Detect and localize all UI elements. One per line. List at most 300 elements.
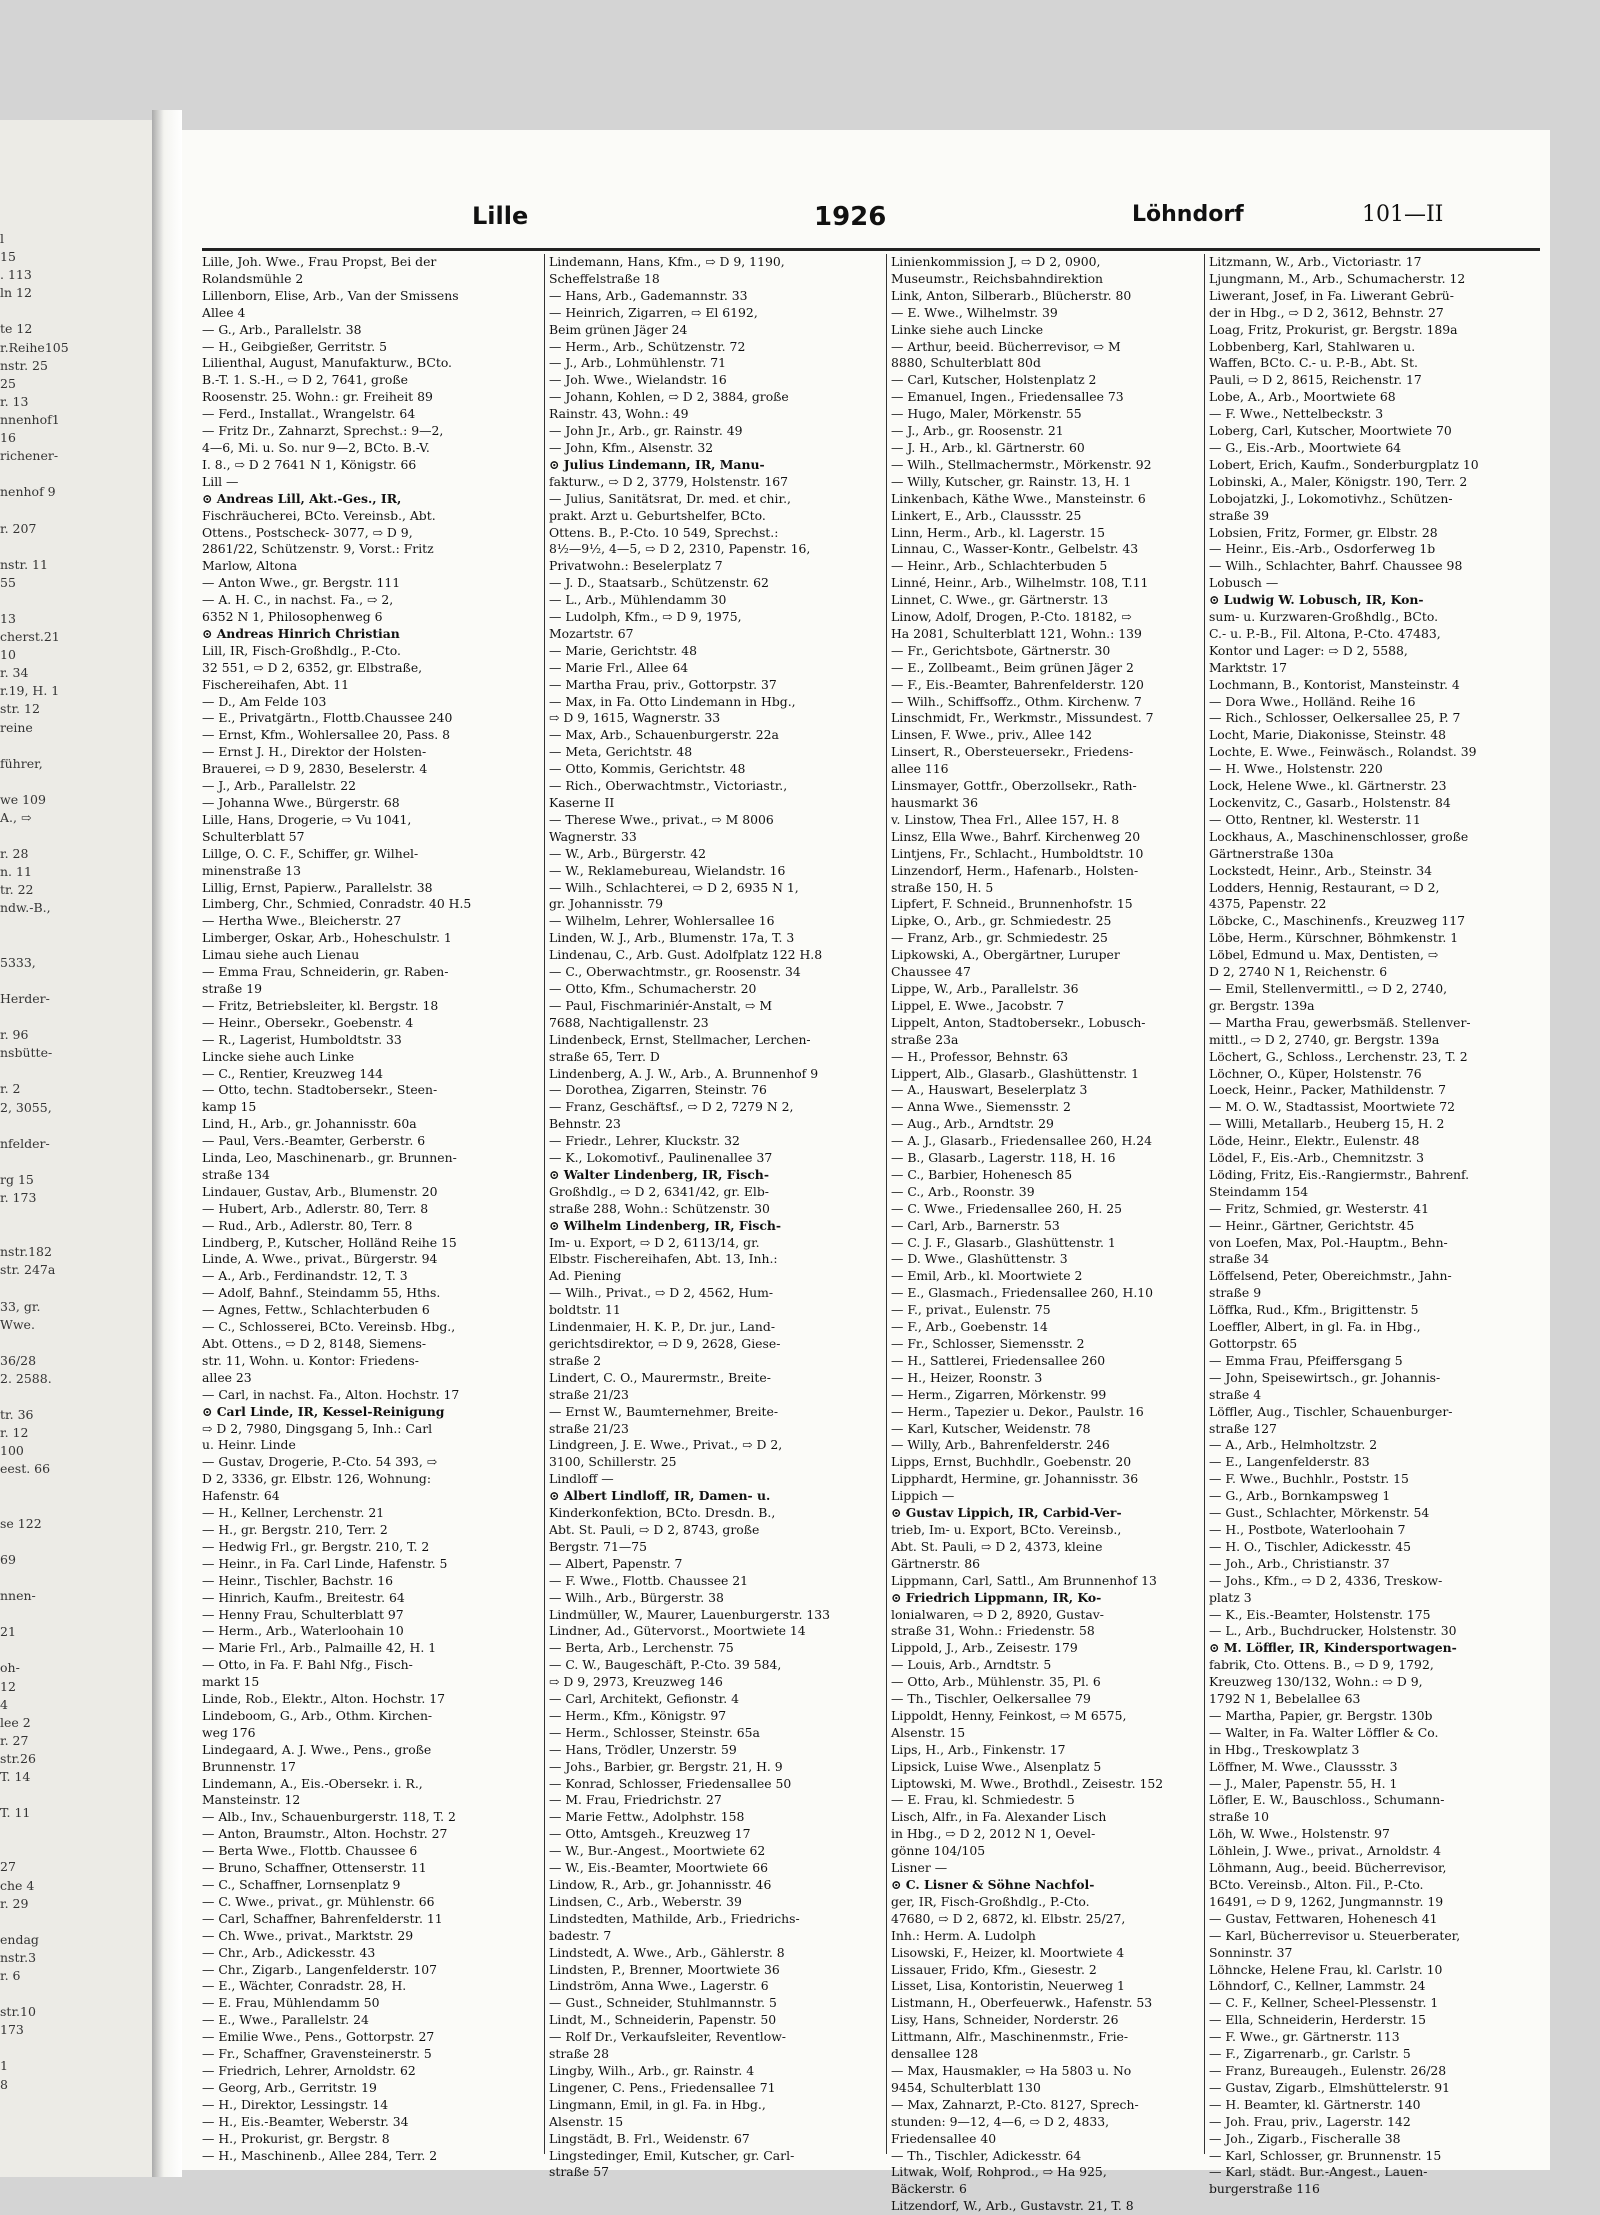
previous-page-line: nfelder- [0,1135,50,1151]
directory-entry-line: Lillenborn, Elise, Arb., Van der Smissens [202,287,459,303]
directory-entry-line: straße 134 [202,1166,270,1182]
directory-entry-line: — Hubert, Arb., Adlerstr. 80, Terr. 8 [202,1200,429,1216]
previous-page-line: 2. 2588. [0,1370,52,1386]
previous-page-line: we 109 [0,791,46,807]
directory-entry-line: — Herm., Zigarren, Mörkenstr. 99 [891,1386,1107,1402]
directory-entry-line: — Berta, Arb., Lerchenstr. 75 [549,1640,734,1656]
directory-entry-line: — Wilh., Stellmachermstr., Mörkenstr. 92 [891,456,1152,472]
previous-page-line: tr. 36 [0,1407,34,1423]
directory-entry-line: — Marie, Gerichtstr. 48 [549,642,698,658]
previous-page-line: 21 [0,1624,16,1640]
directory-entry-line: — H., Sattlerei, Friedensallee 260 [891,1352,1106,1368]
previous-page-line [0,1497,150,1515]
previous-page-line: 2, 3055, [0,1099,52,1115]
directory-entry-line: — Wilh., Schiffsoffz., Othm. Kirchenw. 7 [891,693,1142,709]
directory-entry-line: Ljungmann, M., Arb., Schumacherstr. 12 [1209,270,1466,286]
directory-entry-line: Lindemann, Hans, Kfm., ⇨ D 9, 1190, [549,254,785,269]
directory-entry-line: — Martha Frau, gewerbsmäß. Stellenver- [1209,1014,1471,1030]
directory-entry-line: — Ernst, Kfm., Wohlersallee 20, Pass. 8 [202,727,451,743]
previous-page-line: nstr.182 [0,1244,52,1260]
directory-entry-line: 16491, ⇨ D 9, 1262, Jungmannstr. 19 [1209,1893,1444,1909]
directory-entry-line: — John, Kfm., Alsenstr. 32 [549,439,714,455]
header-year: 1926 [814,202,887,232]
directory-entry-line: — Paul, Fischmariniér-Anstalt, ⇨ M [549,997,773,1013]
directory-entry-line: Museumstr., Reichsbahndirektion [891,270,1104,286]
directory-entry-line: — Bruno, Schaffner, Ottenserstr. 11 [202,1860,427,1876]
directory-entry-line: straße 57 [549,2164,609,2180]
previous-page-line: reine [0,719,33,735]
previous-page-line [0,773,150,791]
directory-entry-line: burgerstraße 116 [1209,2181,1320,2197]
directory-entry-line: — Johann, Kohlen, ⇨ D 2, 3884, große [549,389,789,405]
directory-entry-line: — F. Wwe., Nettelbeckstr. 3 [1209,406,1384,422]
directory-entry-line: straße 21/23 [549,1420,629,1436]
previous-page-line: eest. 66 [0,1461,51,1477]
previous-page-line: führer, [0,755,43,771]
directory-entry-line: Litzmann, W., Arb., Victoriastr. 17 [1209,254,1422,269]
directory-entry-line: ⊙ Albert Lindloff, IR, Damen- u. [549,1488,771,1504]
directory-entry-line: ⊙ Ludwig W. Lobusch, IR, Kon- [1209,592,1424,608]
previous-page-line: tr. 22 [0,882,34,898]
previous-page-line: r. 29 [0,1895,29,1911]
directory-entry-line: — Max, Hausmakler, ⇨ Ha 5803 u. No [891,2062,1132,2078]
directory-entry-line: von Loefen, Max, Pol.-Hauptm., Behn- [1209,1234,1448,1250]
directory-entry-line: — H., Kellner, Lerchenstr. 21 [202,1505,385,1521]
directory-entry-line: B.-T. 1. S.-H., ⇨ D 2, 7641, große [202,372,408,388]
previous-page-line [0,737,150,755]
directory-entry-line: — Marie Fettw., Adolphstr. 158 [549,1809,745,1825]
directory-entry-line: — Herm., Kfm., Königstr. 97 [549,1707,727,1723]
directory-entry-line: Alsenstr. 15 [549,2113,624,2129]
previous-page-line: ln 12 [0,285,32,301]
directory-entry-line: gerichtsdirektor, ⇨ D 9, 2628, Giese- [549,1336,781,1351]
directory-entry-line: Roosenstr. 25. Wohn.: gr. Freiheit 89 [202,389,433,405]
directory-entry-line: Löbel, Edmund u. Max, Dentisten, ⇨ [1209,947,1439,963]
directory-entry-line: — Emil, Stellenvermittl., ⇨ D 2, 2740, [1209,980,1448,996]
previous-page-line: A., ⇨ [0,810,32,825]
header-first-entry: Lille [472,202,529,230]
previous-page-line: . 113 [0,267,32,283]
directory-entry-line: — Otto, Arb., Mühlenstr. 35, Pl. 6 [891,1674,1101,1690]
directory-entry-line: minenstraße 13 [202,862,301,878]
directory-entry-line: — Wilhelm, Lehrer, Wohlersallee 16 [549,913,775,929]
directory-entry-line: Linn, Herm., Arb., kl. Lagerstr. 15 [891,524,1105,540]
directory-entry-line: weg 176 [202,1724,256,1740]
directory-entry-line: Lobbenberg, Karl, Stahlwaren u. [1209,338,1416,354]
directory-entry-line: in Hbg., Treskowplatz 3 [1209,1741,1360,1757]
directory-entry-line: Linda, Leo, Maschinenarb., gr. Brunnen- [202,1150,457,1166]
directory-entry-line: Fischräucherei, BCto. Vereinsb., Abt. [202,507,436,523]
directory-entry-line: Liptowski, M. Wwe., Brothdl., Zeisestr. 152 [891,1775,1164,1791]
directory-entry-line: — F. Wwe., Buchhlr., Poststr. 15 [1209,1471,1409,1487]
directory-entry-line: — J. H., Arb., kl. Gärtnerstr. 60 [891,439,1085,455]
directory-entry-line: Beim grünen Jäger 24 [549,321,688,337]
directory-entry-line: Friedensallee 40 [891,2130,997,2146]
directory-entry-line: Loeffler, Albert, in gl. Fa. in Hbg., [1209,1319,1421,1335]
directory-entry-line: Lill, IR, Fisch-Großhdlg., P.-Cto. [202,642,401,658]
directory-entry-line: — H. Wwe., Holstenstr. 220 [1209,761,1383,777]
directory-entry-line: — Wilh., Schlachter, Bahrf. Chaussee 98 [1209,558,1463,574]
directory-entry-line: — Otto, Kommis, Gerichtstr. 48 [549,761,746,777]
directory-entry-line: Lippe, W., Arb., Parallelstr. 36 [891,980,1079,996]
previous-page-line: r. 96 [0,1027,29,1043]
directory-entry-line: Löffka, Rud., Kfm., Brigittenstr. 5 [1209,1302,1419,1318]
directory-entry-line: Lindloff — [549,1471,614,1487]
directory-entry-line: Limau siehe auch Lienau [202,947,360,963]
directory-entry-line: Kreuzweg 130/132, Wohn.: ⇨ D 9, [1209,1674,1423,1690]
previous-page-line: l [0,231,4,246]
directory-entry-line: ⊙ Carl Linde, IR, Kessel-Reinigung [202,1403,445,1419]
directory-entry-line: Listmann, H., Oberfeuerwk., Hafenstr. 53 [891,1995,1153,2011]
directory-entry-line: — Martha, Papier, gr. Bergstr. 130b [1209,1707,1433,1723]
previous-page-line [0,1279,150,1297]
directory-entry-line: lonialwaren, ⇨ D 2, 8920, Gustav- [891,1606,1104,1622]
directory-entry-line: — A., Hauswart, Beselerplatz 3 [891,1082,1088,1098]
previous-page-line: r. 6 [0,1968,21,1983]
directory-entry-line: — Joh. Wwe., Wielandstr. 16 [549,372,727,388]
directory-entry-line: Lingby, Wilh., Arb., gr. Rainstr. 4 [549,2062,755,2078]
directory-entry-line: Linde, A. Wwe., privat., Bürgerstr. 94 [202,1251,438,1267]
directory-entry-line: — Gustav, Drogerie, P.-Cto. 54 393, ⇨ [202,1454,438,1470]
directory-entry-line: — Berta Wwe., Flottb. Chaussee 6 [202,1843,418,1859]
directory-entry-line: fakturw., ⇨ D 2, 3779, Holstenstr. 167 [549,473,788,489]
directory-entry-line: ⊙ Julius Lindemann, IR, Manu- [549,456,765,472]
directory-entry-line: — W., Reklamebureau, Wielandstr. 16 [549,862,786,878]
directory-entry-line: — J., Arb., gr. Roosenstr. 21 [891,423,1064,439]
directory-entry-line: Lisy, Hans, Schneider, Norderstr. 26 [891,2012,1119,2028]
directory-entry-line: Linnau, C., Wasser-Kontr., Gelbelstr. 43 [891,541,1139,557]
directory-entry-line: — Hans, Trödler, Unzerstr. 59 [549,1741,737,1757]
previous-page-line [0,1569,150,1587]
previous-page-line: r. 173 [0,1189,37,1205]
directory-entry-line: — Joh., Arb., Christianstr. 37 [1209,1555,1390,1571]
directory-entry-line: Linkert, E., Arb., Claussstr. 25 [891,507,1082,523]
directory-entry-line: ⊙ Andreas Lill, Akt.-Ges., IR, [202,490,402,506]
directory-entry-line: — Fritz Dr., Zahnarzt, Sprechst.: 9—2, [202,423,444,439]
directory-entry-line: Lingstedinger, Emil, Kutscher, gr. Carl- [549,2147,795,2163]
directory-entry-line: — Willi, Metallarb., Heuberg 15, H. 2 [1209,1116,1445,1132]
previous-page-line [0,1478,150,1496]
directory-entry-line: — Aug., Arb., Arndtstr. 29 [891,1116,1054,1132]
directory-entry-line: u. Heinr. Linde [202,1437,296,1453]
directory-entry-line: — C., Arb., Roonstr. 39 [891,1183,1035,1199]
directory-entry-line: — Johs., Barbier, gr. Bergstr. 21, H. 9 [549,1758,783,1774]
directory-entry-line: — K., Lokomotivf., Paulinenallee 37 [549,1150,773,1166]
directory-entry-line: Lockstedt, Heinr., Arb., Steinstr. 34 [1209,862,1432,878]
directory-entry-line: Lobusch — [1209,575,1279,591]
directory-entry-line: in Hbg., ⇨ D 2, 2012 N 1, Oevel- [891,1826,1096,1842]
directory-entry-line: Lindström, Anna Wwe., Lagerstr. 6 [549,1978,769,1994]
previous-page-line [0,1334,150,1352]
directory-entry-line: Lobinski, A., Maler, Königstr. 190, Terr. 2 [1209,473,1468,489]
directory-entry-line: — A. H. C., in nachst. Fa., ⇨ 2, [202,592,394,608]
directory-entry-line: — E., Zollbeamt., Beim grünen Jäger 2 [891,659,1134,675]
directory-entry-line: — Marie Frl., Allee 64 [549,659,689,675]
directory-entry-line: Linsmayer, Gottfr., Oberzollsekr., Rath- [891,778,1137,794]
previous-page-line [0,1207,150,1225]
directory-entry-line: — Karl, Kutscher, Weidenstr. 78 [891,1420,1091,1436]
directory-entry-line: 32 551, ⇨ D 2, 6352, gr. Elbstraße, [202,659,423,675]
directory-entry-line: Link, Anton, Silberarb., Blücherstr. 80 [891,287,1132,303]
directory-entry-line: Gottorpstr. 65 [1209,1336,1298,1351]
directory-entry-line: D 2, 2740 N 1, Reichenstr. 6 [1209,964,1388,980]
directory-entry-line: Linde, Rob., Elektr., Alton. Hochstr. 17 [202,1691,445,1707]
directory-entry-line: 1792 N 1, Bebelallee 63 [1209,1691,1361,1707]
directory-entry-line: — Anton Wwe., gr. Bergstr. 111 [202,575,401,591]
directory-entry-line: stunden: 9—12, 4—6, ⇨ D 2, 4833, [891,2113,1110,2129]
directory-entry-line: Lindow, R., Arb., gr. Johannisstr. 46 [549,1877,772,1892]
directory-entry-line: — Emma Frau, Schneiderin, gr. Raben- [202,964,449,980]
directory-entry-line: Fischereihafen, Abt. 11 [202,676,350,692]
directory-entry-line: Marktstr. 17 [1209,659,1288,675]
directory-entry-line: 7688, Nachtigallenstr. 23 [549,1014,709,1030]
directory-entry-line: — A. J., Glasarb., Friedensallee 260, H.24 [891,1133,1153,1149]
directory-entry-line: — Gustav, Fettwaren, Hohenesch 41 [1209,1910,1438,1926]
directory-entry-line: C.- u. P.-B., Fil. Altona, P.-Cto. 47483, [1209,625,1441,641]
directory-entry-line: straße 21/23 [549,1386,629,1402]
directory-entry-line: Abt. St. Pauli, ⇨ D 2, 8743, große [549,1521,760,1537]
previous-page-line: 36/28 [0,1352,37,1368]
previous-page-line [0,1533,150,1551]
directory-entry-line: Lobert, Erich, Kaufm., Sonderburgplatz 10 [1209,456,1479,472]
directory-entry-line: — Heinrich, Zigarren, ⇨ El 6192, [549,304,758,320]
directory-entry-line: Löhncke, Helene Frau, kl. Carlstr. 10 [1209,1961,1443,1977]
previous-page-line: 10 [0,647,16,663]
previous-page-line [0,1985,150,2003]
directory-entry-line: — Ludolph, Kfm., ⇨ D 9, 1975, [549,609,742,625]
directory-entry-line: Lille, Joh. Wwe., Frau Propst, Bei der [202,254,437,269]
directory-entry-line: Löffelsend, Peter, Obereichmstr., Jahn- [1209,1268,1452,1284]
previous-page-line [0,1786,150,1804]
directory-entry-line: — C., Barbier, Hohenesch 85 [891,1166,1073,1182]
directory-entry-line: — F., Zigarrenarb., gr. Carlstr. 5 [1209,2046,1411,2062]
directory-entry-line: — H., Professor, Behnstr. 63 [891,1048,1069,1064]
previous-page-line: rg 15 [0,1171,34,1187]
directory-entry-line: — Karl, städt. Bur.-Angest., Lauen- [1209,2164,1428,2180]
directory-entry-line: — Karl, Schlosser, gr. Brunnenstr. 15 [1209,2147,1442,2163]
directory-entry-line: — Carl, Architekt, Gefionstr. 4 [549,1691,739,1707]
directory-entry-line: ⊙ Walter Lindenberg, IR, Fisch- [549,1166,769,1182]
directory-entry-line: — Franz, Arb., gr. Schmiedestr. 25 [891,930,1108,946]
directory-entry-line: Lingener, C. Pens., Friedensallee 71 [549,2079,776,2095]
directory-entry-line: Lindeboom, G., Arb., Othm. Kirchen- [202,1707,433,1723]
directory-entry-line: Mozartstr. 67 [549,625,634,641]
directory-entry-line: Lindenau, C., Arb. Gust. Adolfplatz 122 H.8 [549,947,823,963]
directory-entry-line: 3100, Schillerstr. 25 [549,1454,677,1470]
directory-entry-line: prakt. Arzt u. Geburtshelfer, BCto. [549,507,766,523]
directory-entry-line: straße 31, Wohn.: Friedenstr. 58 [891,1623,1095,1639]
directory-entry-line: Rolandsmühle 2 [202,270,304,286]
directory-entry-line: fabrik, Cto. Ottens. B., ⇨ D 9, 1792, [1209,1657,1434,1673]
directory-entry-line: Löbcke, C., Maschinenfs., Kreuzweg 117 [1209,913,1465,929]
previous-page-line: r.Reihe105 [0,339,69,355]
directory-entry-line: — Dora Wwe., Holländ. Reihe 16 [1209,693,1416,709]
directory-entry-line: Lisowski, F., Heizer, kl. Moortwiete 4 [891,1944,1125,1960]
previous-page-line: nnenhof1 [0,411,60,427]
previous-page-line [0,936,150,954]
directory-entry-line: — Ernst J. H., Direktor der Holsten- [202,744,427,760]
directory-entry-line: — Louis, Arb., Arndtstr. 5 [891,1657,1052,1673]
directory-entry-line: Linsen, F. Wwe., priv., Allee 142 [891,727,1093,743]
directory-entry-line: — Otto, in Fa. F. Bahl Nfg., Fisch- [202,1657,413,1673]
directory-entry-line: — Emil, Arb., kl. Moortwiete 2 [891,1268,1083,1284]
previous-page-line: Wwe. [0,1316,35,1332]
directory-entry-line: — R., Lagerist, Humboldtstr. 33 [202,1031,402,1047]
directory-entry-line: — Gust., Schlachter, Mörkenstr. 54 [1209,1505,1430,1521]
directory-entry-line: Lindegaard, A. J. Wwe., Pens., große [202,1741,432,1757]
previous-page-line: richener- [0,448,59,464]
previous-page-line [0,1840,150,1858]
previous-page-line: ndw.-B., [0,900,51,916]
directory-entry-line: — J., Arb., Lohmühlenstr. 71 [549,355,726,371]
directory-entry-line: — C. J. F., Glasarb., Glashüttenstr. 1 [891,1234,1116,1250]
directory-entry-line: — Friedr., Lehrer, Kluckstr. 32 [549,1133,740,1149]
directory-entry-line: — Fr., Schaffner, Gravensteinerstr. 5 [202,2046,432,2062]
directory-entry-line: Elbstr. Fischereihafen, Abt. 13, Inh.: [549,1251,778,1267]
previous-page-line: r. 34 [0,665,29,681]
directory-entry-line: — F., Eis.-Beamter, Bahrenfelderstr. 120 [891,676,1144,692]
directory-entry-line: Littmann, Alfr., Maschinenmstr., Frie- [891,2029,1129,2045]
directory-entry-line: — John, Speisewirtsch., gr. Johannis- [1209,1369,1441,1385]
directory-entry-line: ger, IR, Fisch-Großhdlg., P.-Cto. [891,1893,1090,1909]
directory-entry-line: 9454, Schulterblatt 130 [891,2079,1041,2095]
previous-page-line [0,2039,150,2057]
directory-entry-line: Lödel, F., Eis.-Arb., Chemnitzstr. 3 [1209,1150,1425,1166]
directory-entry-line: platz 3 [1209,1589,1252,1605]
previous-page-line: r.19, H. 1 [0,683,60,699]
previous-page-line: str. 247a [0,1262,56,1278]
directory-entry-line: — Joh., Zigarb., Fischeralle 38 [1209,2130,1401,2146]
directory-entry-line: Lodders, Hennig, Restaurant, ⇨ D 2, [1209,879,1440,895]
directory-entry-line: — Hedwig Frl., gr. Bergstr. 210, T. 2 [202,1538,430,1554]
directory-entry-line: Lobsien, Fritz, Former, gr. Elbstr. 28 [1209,524,1438,540]
directory-entry-line: Lindsten, P., Brenner, Moortwiete 36 [549,1961,780,1977]
directory-entry-line: Löbe, Herm., Kürschner, Böhmkenstr. 1 [1209,930,1459,946]
previous-page-line: T. 14 [0,1768,31,1784]
directory-entry-line: Lobe, A., Arb., Moortwiete 68 [1209,389,1396,405]
directory-entry-line: Privatwohn.: Beselerplatz 7 [549,558,723,574]
directory-entry-line: — Adolf, Bahnf., Steindamm 55, Hths. [202,1285,441,1301]
previous-page-line [0,501,150,519]
directory-entry-line: — J., Maler, Papenstr. 55, H. 1 [1209,1775,1398,1791]
previous-page-line: 16 [0,430,16,446]
header-last-entry: Löhndorf [1132,202,1244,227]
directory-entry-line: — Carl, Arb., Barnerstr. 53 [891,1217,1060,1233]
directory-entry-line: Gärtnerstr. 86 [891,1555,980,1571]
directory-entry-line: — J., Arb., Parallelstr. 22 [202,778,357,794]
directory-entry-line: Lintjens, Fr., Schlacht., Humboldtstr. 10 [891,845,1144,861]
directory-entry-line: — Rich., Oberwachtmstr., Victoriastr., [549,778,788,794]
directory-entry-line: Lindner, Ad., Gütervorst., Moortwiete 14 [549,1623,806,1639]
directory-entry-line: — Carl, Kutscher, Holstenplatz 2 [891,372,1097,388]
directory-entry-line: — Anton, Braumstr., Alton. Hochstr. 27 [202,1826,448,1842]
directory-entry-line: 2861/22, Schützenstr. 9, Vorst.: Fritz [202,541,434,557]
directory-entry-line: Abt. Ottens., ⇨ D 2, 8148, Siemens- [202,1336,427,1351]
directory-entry-line: — E., Wächter, Conradstr. 28, H. [202,1978,407,1994]
directory-entry-line: Lindmüller, W., Maurer, Lauenburgerstr. 133 [549,1606,831,1622]
directory-entry-line: Lindenberg, A. J. W., Arb., A. Brunnenhof 9 [549,1065,819,1081]
directory-entry-line: 4375, Papenstr. 22 [1209,896,1327,912]
directory-entry-line: 6352 N 1, Philosophenweg 6 [202,609,383,625]
directory-entry-line: Lill — [202,473,239,489]
directory-entry-line: — Heinr., Arb., Schlachterbuden 5 [891,558,1108,574]
directory-entry-line: — L., Arb., Mühlendamm 30 [549,592,727,608]
directory-entry-line: Lisset, Lisa, Kontoristin, Neuerweg 1 [891,1978,1125,1994]
directory-entry-line: — F., privat., Eulenstr. 75 [891,1302,1051,1318]
directory-entry-line: Locht, Marie, Diakonisse, Steinstr. 48 [1209,727,1447,743]
directory-entry-line: — Arthur, beeid. Bücherrevisor, ⇨ M [891,338,1121,354]
directory-entry-line: straße 34 [1209,1251,1269,1267]
directory-entry-line: 8½—9½, 4—5, ⇨ D 2, 2310, Papenstr. 16, [549,541,811,557]
directory-entry-line: Löde, Heinr., Elektr., Eulenstr. 48 [1209,1133,1420,1149]
directory-entry-line: 8880, Schulterblatt 80d [891,355,1041,371]
directory-entry-line: sum- u. Kurzwaren-Großhdlg., BCto. [1209,609,1439,625]
directory-entry-line: — H., Heizer, Roonstr. 3 [891,1369,1043,1385]
directory-entry-line: BCto. Vereinsb., Alton. Fil., P.-Cto. [1209,1877,1424,1892]
directory-entry-line: — Hans, Arb., Gademannstr. 33 [549,287,748,303]
directory-entry-line: — E., Langenfelderstr. 83 [1209,1454,1370,1470]
directory-entry-line: — Johs., Kfm., ⇨ D 2, 4336, Treskow- [1209,1572,1443,1588]
directory-entry-line: — Dorothea, Zigarren, Steinstr. 76 [549,1082,767,1098]
directory-entry-line: Löfler, E. W., Bauschloss., Schumann- [1209,1792,1445,1808]
previous-page-line [0,465,150,483]
directory-entry-line: ⊙ C. Lisner & Söhne Nachfol- [891,1877,1095,1892]
directory-entry-line: 47680, ⇨ D 2, 6872, kl. Elbstr. 25/27, [891,1910,1126,1926]
directory-entry-line: — Chr., Zigarb., Langenfelderstr. 107 [202,1961,438,1977]
directory-entry-line: Löchert, G., Schloss., Lerchenstr. 23, T. 2 [1209,1048,1468,1064]
directory-entry-line: Löhlein, J. Wwe., privat., Arnoldstr. 4 [1209,1843,1442,1859]
directory-entry-line: — Th., Tischler, Adickesstr. 64 [891,2147,1082,2163]
directory-entry-line: — C. F., Kellner, Scheel-Plessenstr. 1 [1209,1995,1439,2011]
directory-entry-line: Alsenstr. 15 [891,1724,966,1740]
directory-entry-line: — Ella, Schneiderin, Herderstr. 15 [1209,2012,1427,2028]
directory-entry-line: Lipke, O., Arb., gr. Schmiedestr. 25 [891,913,1112,929]
directory-entry-line: Scheffelstraße 18 [549,270,660,286]
directory-entry-line: straße 2 [549,1352,602,1368]
previous-page-line: 1 [0,2058,8,2074]
directory-entry-line: Lochmann, B., Kontorist, Mansteinstr. 4 [1209,676,1460,692]
directory-entry-line: v. Linstow, Thea Frl., Allee 157, H. 8 [891,811,1120,827]
directory-entry-line: — Franz, Bureaugeh., Eulenstr. 26/28 [1209,2062,1447,2078]
directory-entry-line: Lock, Helene Wwe., kl. Gärtnerstr. 23 [1209,778,1447,794]
directory-entry-line: — H., Eis.-Beamter, Weberstr. 34 [202,2113,409,2129]
directory-entry-line: gr. Johannisstr. 79 [549,896,663,912]
directory-entry-line: ⇨ D 9, 1615, Wagnerstr. 33 [549,710,721,726]
directory-entry-line: straße 288, Wohn.: Schützenstr. 30 [549,1200,770,1216]
directory-entry-line: — Anna Wwe., Siemensstr. 2 [891,1099,1071,1115]
previous-page-line [0,1913,150,1931]
directory-entry-line: Lillge, O. C. F., Schiffer, gr. Wilhel- [202,845,419,861]
directory-entry-line: Lindauer, Gustav, Arb., Blumenstr. 20 [202,1183,438,1199]
directory-entry-line: markt 15 [202,1674,260,1690]
previous-page-line: 5333, [0,954,36,970]
directory-entry-line: Steindamm 154 [1209,1183,1309,1199]
directory-entry-line: — Ernst W., Baumternehmer, Breite- [549,1403,779,1419]
directory-entry-line: Kaserne II [549,795,615,810]
directory-entry-line: — F., Arb., Goebenstr. 14 [891,1319,1048,1335]
directory-entry-line: — K., Eis.-Beamter, Holstenstr. 175 [1209,1606,1431,1622]
directory-entry-line: — Chr., Arb., Adickesstr. 43 [202,1944,376,1960]
directory-entry-line: Litzendorf, W., Arb., Gustavstr. 21, T. 8 [891,2198,1134,2214]
directory-entry-line: — Max, Arb., Schauenburgerstr. 22a [549,727,779,743]
directory-entry-line: Lipphardt, Hermine, gr. Johannisstr. 36 [891,1471,1139,1487]
directory-entry-line: Löchner, O., Küper, Holstenstr. 76 [1209,1065,1422,1081]
directory-entry-line: — D., Am Felde 103 [202,693,327,709]
directory-entry-line: gr. Bergstr. 139a [1209,997,1315,1013]
directory-entry-line: Kontor und Lager: ⇨ D 2, 5588, [1209,642,1408,658]
directory-entry-line: — Julius, Sanitätsrat, Dr. med. et chir., [549,490,791,506]
directory-entry-line: Inh.: Herm. A. Ludolph [891,1927,1036,1943]
